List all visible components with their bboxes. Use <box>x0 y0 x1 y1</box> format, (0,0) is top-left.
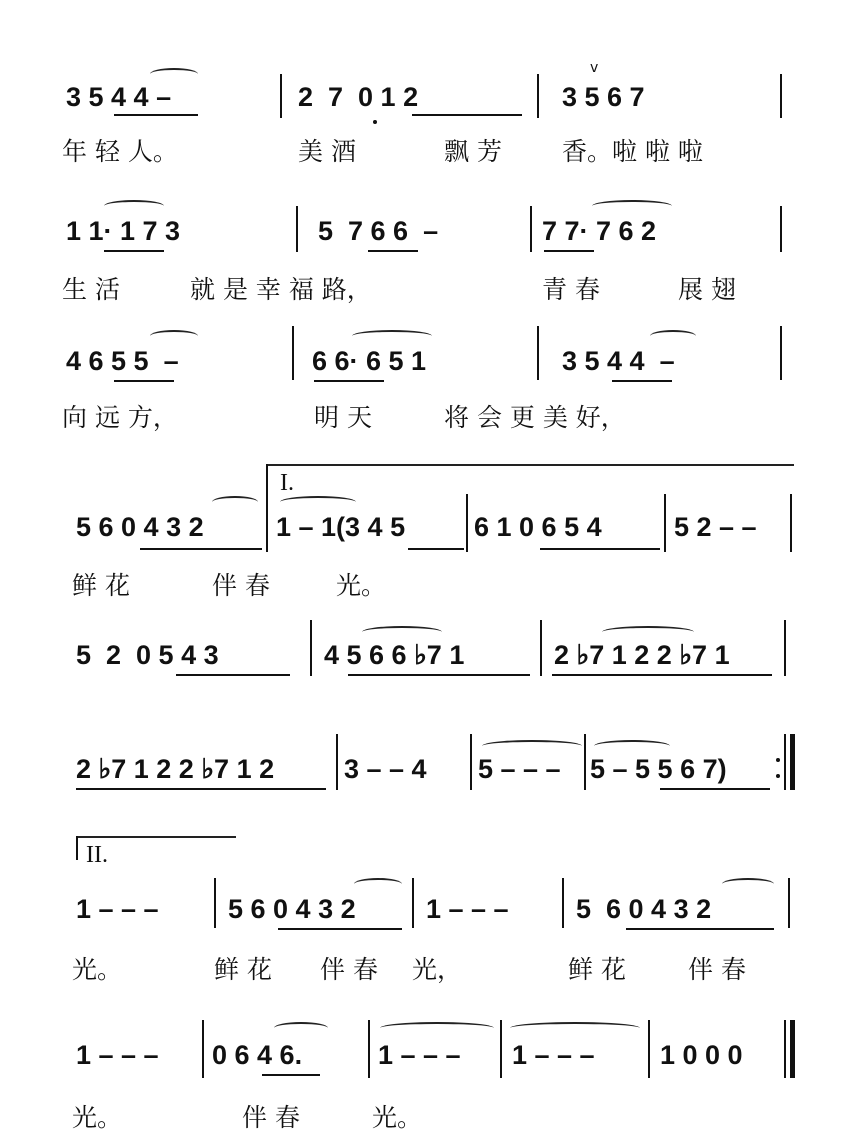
measure-11: 1 – 1(3 4 5 <box>276 512 406 542</box>
barline <box>500 1020 502 1078</box>
barline <box>368 1020 370 1078</box>
lyric-row-8 <box>62 1098 812 1132</box>
beam-line <box>314 380 384 382</box>
lyric-text: 将 会 更 美 好， <box>444 403 626 432</box>
volta-bracket-line <box>76 836 236 838</box>
lyric-row-1 <box>62 132 812 166</box>
measure-21: 1 – – – <box>76 894 159 924</box>
final-barline-thick <box>790 1020 795 1078</box>
measure-16: 2 ♭7 1 2 2 ♭7 1 <box>554 640 730 670</box>
tie-slur <box>602 626 694 638</box>
tie-slur <box>150 330 198 342</box>
barline <box>466 494 468 552</box>
tie-slur <box>212 496 258 508</box>
beam-line <box>104 250 164 252</box>
tie-slur <box>722 878 774 890</box>
tie-slur <box>650 330 696 342</box>
tie-slur <box>482 740 582 752</box>
tie-slur <box>274 1022 328 1034</box>
lyric-text: 伴 春 <box>212 571 270 600</box>
tie-slur <box>352 330 432 342</box>
lyric-text: 鲜 花 <box>214 955 272 984</box>
measure-12: 6 1 0 6 5 4 <box>474 512 602 542</box>
beam-line <box>176 674 290 676</box>
volta-first-ending-label: I. <box>280 470 294 496</box>
measure-4: 1 1· 1 7 3 <box>66 216 181 246</box>
measure-14: 5 2 0 5 4 3 <box>76 640 219 670</box>
beam-line <box>660 788 770 790</box>
barline <box>336 734 338 790</box>
lyric-text: 美 酒 <box>298 137 356 166</box>
tie-slur <box>594 740 670 752</box>
barline <box>214 878 216 928</box>
measure-20: 5 – 5 5 6 7) <box>590 754 727 784</box>
barline <box>562 878 564 928</box>
beam-line <box>76 788 326 790</box>
barline <box>780 74 782 118</box>
beam-line <box>612 380 672 382</box>
barline <box>310 620 312 676</box>
measure-18: 3 – – 4 <box>344 754 427 784</box>
barline <box>664 494 666 552</box>
lyric-text: 鲜 花 <box>568 955 626 984</box>
lyric-text: 香。啦 啦 啦 <box>562 137 703 166</box>
beam-line <box>278 928 402 930</box>
beam-line <box>348 674 530 676</box>
barline <box>470 734 472 790</box>
lyric-text: 明 天 <box>314 403 372 432</box>
measure-19: 5 – – – <box>478 754 561 784</box>
breath-mark: v <box>590 60 599 76</box>
measure-3: 3 5 6 7 <box>562 82 645 112</box>
final-barline <box>784 1020 786 1078</box>
measure-27: 1 – – – <box>378 1040 461 1070</box>
lyric-row-4 <box>62 566 812 600</box>
notation-row-8 <box>62 1040 812 1076</box>
barline <box>784 620 786 676</box>
barline <box>202 1020 204 1078</box>
beam-line <box>114 380 174 382</box>
lyric-text: 伴 春 <box>688 955 746 984</box>
lyric-text: 鲜 花 <box>72 571 130 600</box>
lyric-text: 展 翅 <box>678 275 736 304</box>
barline <box>537 74 539 118</box>
beam-line <box>262 1074 320 1076</box>
lyric-text: 向 远 方， <box>62 403 178 432</box>
barline <box>280 74 282 118</box>
notation-row-3 <box>62 346 812 382</box>
lyric-row-2 <box>62 270 812 304</box>
measure-1: 3 5 4 4 – <box>66 82 172 112</box>
measure-13: 5 2 – – <box>674 512 757 542</box>
lyric-text: 年 轻 人。 <box>62 137 178 166</box>
volta-bracket-line <box>266 464 794 466</box>
beam-line <box>626 928 774 930</box>
tie-slur <box>362 626 442 638</box>
repeat-barline-thick <box>790 734 795 790</box>
barline <box>530 206 532 252</box>
barline <box>790 494 792 552</box>
lyric-text: 伴 春 <box>242 1103 300 1132</box>
lyric-text: 伴 春 <box>320 955 378 984</box>
lyric-text: 飘 芳 <box>444 137 502 166</box>
measure-5: 5 7 6 6 – <box>318 216 439 246</box>
measure-23: 1 – – – <box>426 894 509 924</box>
measure-28: 1 – – – <box>512 1040 595 1070</box>
barline <box>537 326 539 380</box>
barline <box>780 206 782 252</box>
notation-row-5 <box>62 640 812 676</box>
lyric-text: 光。 <box>336 571 387 600</box>
measure-29: 1 0 0 0 <box>660 1040 743 1070</box>
volta-bracket-hook <box>266 464 268 494</box>
lyric-row-7 <box>62 950 812 984</box>
notation-row-1 <box>62 82 812 118</box>
measure-8: 6 6· 6 5 1 <box>312 346 427 376</box>
measure-7: 4 6 5 5 – <box>66 346 179 376</box>
measure-26: 0 6 4 6. <box>212 1040 303 1070</box>
tie-slur <box>104 200 164 212</box>
tie-slur <box>510 1022 640 1034</box>
beam-line <box>368 250 418 252</box>
barline <box>296 206 298 252</box>
measure-17: 2 ♭7 1 2 2 ♭7 1 2 <box>76 754 275 784</box>
repeat-barline <box>784 734 786 790</box>
tie-slur <box>592 200 672 212</box>
beam-line <box>540 548 660 550</box>
notation-row-6 <box>62 754 812 790</box>
measure-2: 2 7 0 1 2 <box>298 82 419 112</box>
volta-second-ending-label: II. <box>86 842 108 868</box>
tie-slur <box>280 496 356 508</box>
repeat-dot <box>776 774 780 778</box>
beam-line <box>544 250 594 252</box>
lyric-text: 光， <box>412 955 463 984</box>
measure-22: 5 6 0 4 3 2 <box>228 894 356 924</box>
barline <box>292 326 294 380</box>
measure-25: 1 – – – <box>76 1040 159 1070</box>
lyric-text: 生 活 <box>62 275 120 304</box>
measure-9: 3 5 4 4 – <box>562 346 675 376</box>
tie-slur <box>380 1022 494 1034</box>
lyric-text: 光。 <box>72 955 123 984</box>
notation-row-4 <box>62 512 812 548</box>
beam-line <box>114 114 198 116</box>
barline <box>540 620 542 676</box>
barline <box>266 494 268 552</box>
lyric-text: 光。 <box>72 1103 123 1132</box>
barline <box>412 878 414 928</box>
beam-line <box>552 674 772 676</box>
notation-row-7 <box>62 894 812 930</box>
lyric-text: 就 是 幸 福 路， <box>190 275 372 304</box>
tie-slur <box>354 878 402 890</box>
notation-row-2 <box>62 216 812 252</box>
measure-6: 7 7· 7 6 2 <box>542 216 657 246</box>
volta-bracket-hook <box>76 836 78 860</box>
barline <box>788 878 790 928</box>
lyric-row-3 <box>62 398 812 432</box>
lyric-text: 光。 <box>372 1103 423 1132</box>
beam-line <box>408 548 464 550</box>
measure-24: 5 6 0 4 3 2 <box>576 894 712 924</box>
tie-slur <box>150 68 198 80</box>
barline <box>648 1020 650 1078</box>
octave-dot <box>373 120 377 124</box>
beam-line <box>140 548 262 550</box>
lyric-text: 青 春 <box>542 275 600 304</box>
measure-15: 4 5 6 6 ♭7 1 <box>324 640 465 670</box>
repeat-dot <box>776 758 780 762</box>
measure-10: 5 6 0 4 3 2 <box>76 512 204 542</box>
beam-line <box>412 114 522 116</box>
barline <box>780 326 782 380</box>
barline <box>584 734 586 790</box>
